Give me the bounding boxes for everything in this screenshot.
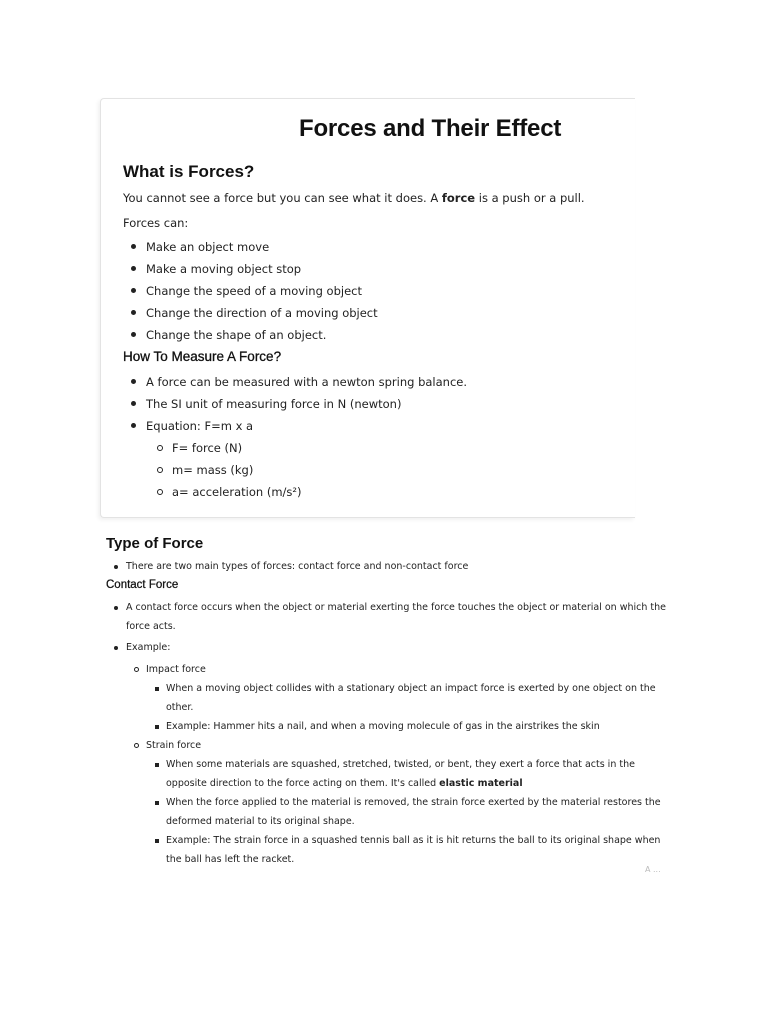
intro-bold-force: force: [441, 191, 476, 205]
sub-list-item: [157, 462, 253, 478]
faint-footer-text: A ...: [645, 865, 661, 874]
bullet-square-icon: [155, 839, 159, 843]
bullet-dot-icon: [114, 565, 118, 569]
bullet-ring-icon: [134, 743, 139, 748]
list-item-continuation: force acts.: [126, 621, 176, 632]
forces-card: [100, 98, 635, 518]
intro-text-end: is a push or a pull.: [475, 191, 585, 205]
bullet-dot-icon: [114, 646, 118, 650]
sub-list-item: [146, 739, 201, 753]
forces-can-label: Forces can:: [123, 216, 189, 230]
nested-list-item-continuation: [166, 777, 523, 791]
bullet-ring-icon: [157, 445, 163, 451]
sub-list-item-text: F= force (N): [172, 441, 243, 455]
bullet-dot-icon: [131, 310, 136, 315]
sub-list-item-text: a= acceleration (m/s²): [172, 485, 302, 499]
list-item: [131, 283, 362, 299]
list-item: [131, 374, 467, 390]
bullet-dot-icon: [131, 266, 136, 271]
what-is-forces-heading: What is Forces?: [123, 162, 255, 181]
bullet-square-icon: [155, 763, 159, 767]
nested-list-item-continuation: other.: [166, 702, 194, 713]
bullet-square-icon: [155, 725, 159, 729]
sub-list-item: [157, 484, 302, 500]
list-item-text: Equation: F=m x a: [146, 419, 254, 433]
type-of-force-heading: Type of Force: [106, 535, 204, 552]
list-item-text: A force can be measured with a newton spring balance.: [146, 375, 467, 389]
list-item: [131, 396, 401, 412]
list-item-text: Make an object move: [146, 240, 270, 254]
bullet-ring-icon: [157, 467, 163, 473]
elastic-material-bold: elastic material: [439, 778, 523, 789]
nested-list-item: [166, 796, 661, 810]
bullet-dot-icon: [131, 401, 136, 406]
contact-force-heading: Contact Force: [106, 579, 179, 591]
nested-list-item: [166, 682, 656, 696]
intro-text: You cannot see a force but you can see what it does. A: [123, 191, 442, 205]
page-title: Forces and Their Effect: [299, 115, 562, 142]
list-item-text: Change the shape of an object.: [146, 328, 327, 342]
list-item: [131, 327, 326, 343]
list-item-text: Example:: [126, 642, 171, 653]
bullet-dot-icon: [131, 423, 136, 428]
list-item: [126, 641, 170, 655]
list-item-text: There are two main types of forces: contact force and non-contact force: [126, 561, 469, 572]
list-item: [131, 239, 269, 255]
list-item-text: Change the speed of a moving object: [146, 284, 362, 298]
bullet-dot-icon: [131, 332, 136, 337]
nested-list-item-continuation: deformed material to its original shape.: [166, 816, 355, 827]
bullet-dot-icon: [131, 379, 136, 384]
sub-list-item-text: Strain force: [146, 740, 202, 751]
list-item-text: Change the direction of a moving object: [146, 306, 378, 320]
bullet-dot-icon: [131, 288, 136, 293]
list-item: [131, 418, 253, 434]
list-item: [126, 601, 666, 615]
intro-paragraph: [123, 191, 585, 205]
nested-list-item-text: When some materials are squashed, stretched, twisted, or bent, they exert a force that acts in the: [166, 759, 635, 770]
sub-list-item: [157, 440, 242, 456]
nested-list-item-text: Example: Hammer hits a nail, and when a moving molecule of gas in the airstrikes the skin: [166, 721, 600, 732]
sub-list-item-text: m= mass (kg): [172, 463, 254, 477]
bullet-ring-icon: [157, 489, 163, 495]
list-item: [126, 560, 468, 574]
bullet-square-icon: [155, 801, 159, 805]
bullet-ring-icon: [134, 667, 139, 672]
nested-list-item-text: When a moving object collides with a stationary object an impact force is exerted by one object on the: [166, 683, 656, 694]
continuation-text: opposite direction to the force acting on them. It's called: [166, 778, 440, 789]
bullet-dot-icon: [131, 244, 136, 249]
list-item-text: The SI unit of measuring force in N (newton): [146, 397, 402, 411]
bullet-square-icon: [155, 687, 159, 691]
list-item-text: A contact force occurs when the object or material exerting the force touches the object or material on which the: [126, 602, 666, 613]
nested-list-item: [166, 834, 660, 848]
sub-list-item-text: Impact force: [146, 664, 206, 675]
nested-list-item-continuation: the ball has left the racket.: [166, 854, 295, 865]
measure-force-heading: How To Measure A Force?: [123, 349, 282, 364]
nested-list-item-text: When the force applied to the material is removed, the strain force exerted by the material restores the: [166, 797, 661, 808]
nested-list-item: [166, 758, 635, 772]
nested-list-item-text: Example: The strain force in a squashed tennis ball as it is hit returns the ball to its original shape when: [166, 835, 661, 846]
sub-list-item: [146, 663, 206, 677]
list-item: [131, 305, 378, 321]
nested-list-item: [166, 720, 600, 734]
list-item: [131, 261, 301, 277]
list-item-text: Make a moving object stop: [146, 262, 302, 276]
bullet-dot-icon: [114, 606, 118, 610]
